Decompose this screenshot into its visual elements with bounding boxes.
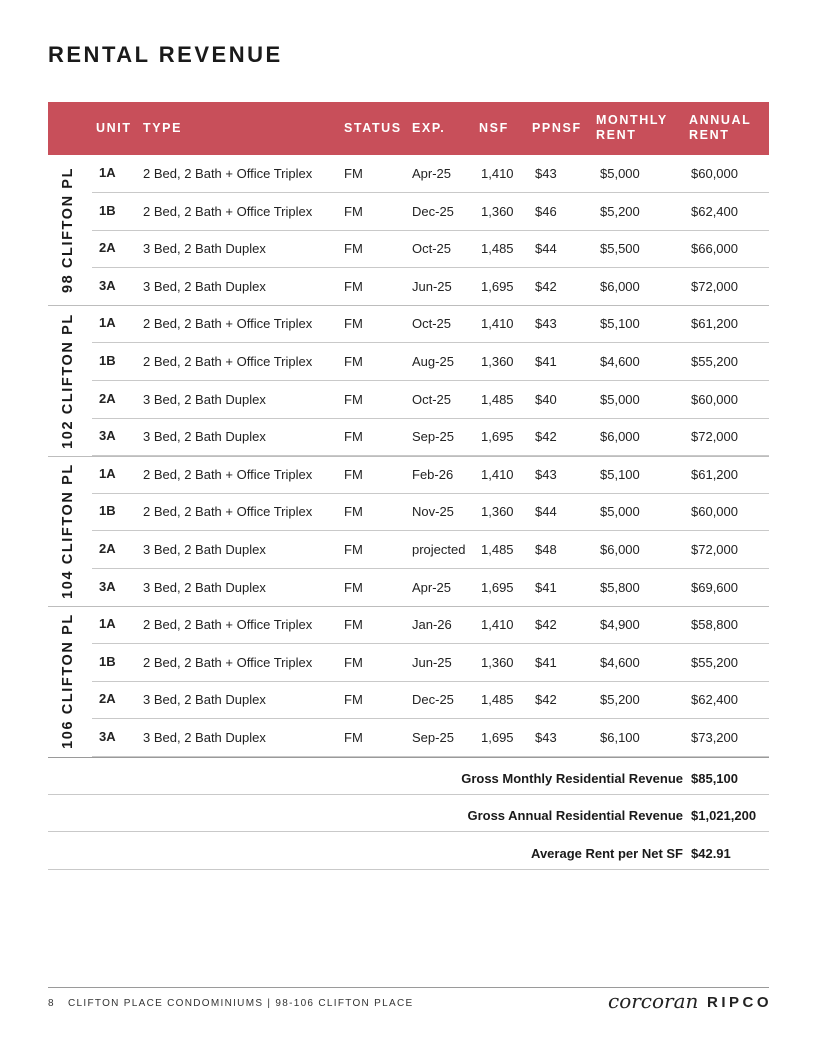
cell-ppnsf: $42 <box>535 278 557 294</box>
building-name: 104 CLIFTON PL <box>60 463 76 599</box>
cell-monthly: $6,000 <box>600 541 640 557</box>
building-group <box>48 456 769 606</box>
cell-annual: $72,000 <box>691 541 738 557</box>
page-title: RENTAL REVENUE <box>48 42 283 67</box>
building-name: 102 CLIFTON PL <box>60 312 76 449</box>
cell-monthly: $4,600 <box>600 654 640 670</box>
cell-unit: 2A <box>99 691 116 707</box>
cell-unit: 1B <box>99 202 116 218</box>
building-label <box>48 606 88 756</box>
cell-monthly: $5,200 <box>600 692 640 708</box>
cell-monthly: $5,200 <box>600 203 640 219</box>
column-header-annual-rent <box>689 113 751 143</box>
cell-nsf: 1,410 <box>481 617 514 633</box>
cell-nsf: 1,695 <box>481 729 514 745</box>
cell-ppnsf: $42 <box>535 429 557 445</box>
cell-annual: $60,000 <box>691 391 738 407</box>
cell-type: 2 Bed, 2 Bath + Office Triplex <box>143 654 313 670</box>
cell-exp: Oct-25 <box>412 241 452 257</box>
building-label <box>48 456 88 606</box>
cell-nsf: 1,410 <box>481 316 514 332</box>
cell-ppnsf: $43 <box>535 166 557 181</box>
column-header-monthly-line1: MONTHLY <box>596 113 668 127</box>
cell-type: 3 Bed, 2 Bath Duplex <box>143 692 266 708</box>
cell-unit: 1B <box>99 352 116 368</box>
cell-exp: Dec-25 <box>412 692 454 708</box>
column-header-type: TYPE <box>143 121 183 135</box>
cell-type: 2 Bed, 2 Bath + Office Triplex <box>143 166 313 181</box>
summary-label: Gross Annual Residential Revenue <box>467 808 683 824</box>
cell-type: 2 Bed, 2 Bath + Office Triplex <box>143 617 313 633</box>
cell-monthly: $6,000 <box>600 278 640 294</box>
cell-exp: Sep-25 <box>412 429 454 445</box>
column-header-exp: EXP. <box>412 121 446 135</box>
cell-unit: 2A <box>99 240 116 256</box>
cell-exp: projected <box>412 541 466 557</box>
column-header-monthly-rent <box>596 113 668 143</box>
cell-annual: $58,800 <box>691 617 738 633</box>
cell-status: FM <box>344 466 363 482</box>
cell-nsf: 1,360 <box>481 504 514 520</box>
table-row <box>92 456 769 494</box>
cell-exp: Sep-25 <box>412 729 454 745</box>
cell-status: FM <box>344 692 363 708</box>
table-row <box>92 343 769 381</box>
cell-status: FM <box>344 316 363 332</box>
cell-type: 2 Bed, 2 Bath + Office Triplex <box>143 316 313 332</box>
cell-unit: 1A <box>99 315 116 331</box>
cell-type: 3 Bed, 2 Bath Duplex <box>143 541 266 557</box>
cell-annual: $73,200 <box>691 729 738 745</box>
cell-annual: $61,200 <box>691 316 738 332</box>
cell-annual: $69,600 <box>691 579 738 595</box>
cell-unit: 1B <box>99 653 116 669</box>
column-header-status: STATUS <box>344 121 402 135</box>
summary-row <box>48 832 769 870</box>
table-row <box>92 193 769 231</box>
cell-exp: Oct-25 <box>412 391 452 407</box>
footer-divider <box>48 987 769 988</box>
cell-unit: 1B <box>99 503 116 519</box>
cell-ppnsf: $40 <box>535 391 557 407</box>
cell-annual: $55,200 <box>691 353 738 369</box>
cell-unit: 3A <box>99 578 116 594</box>
table-row <box>92 493 769 531</box>
building-group <box>48 305 769 455</box>
column-header-annual-line2: RENT <box>689 128 730 142</box>
cell-monthly: $5,500 <box>600 241 640 257</box>
cell-nsf: 1,485 <box>481 541 514 557</box>
cell-unit: 1A <box>99 465 116 481</box>
cell-annual: $62,400 <box>691 692 738 708</box>
cell-exp: Dec-25 <box>412 203 454 219</box>
cell-annual: $61,200 <box>691 466 738 482</box>
table-row <box>92 418 769 456</box>
cell-status: FM <box>344 504 363 520</box>
cell-monthly: $5,100 <box>600 466 640 482</box>
cell-monthly: $4,600 <box>600 353 640 369</box>
cell-status: FM <box>344 729 363 745</box>
cell-exp: Nov-25 <box>412 504 454 520</box>
cell-type: 3 Bed, 2 Bath Duplex <box>143 241 266 257</box>
cell-nsf: 1,410 <box>481 466 514 482</box>
cell-unit: 2A <box>99 540 116 556</box>
cell-ppnsf: $41 <box>535 654 557 670</box>
cell-monthly: $6,100 <box>600 729 640 745</box>
cell-nsf: 1,695 <box>481 429 514 445</box>
cell-ppnsf: $43 <box>535 466 557 482</box>
cell-type: 2 Bed, 2 Bath + Office Triplex <box>143 203 313 219</box>
table-row <box>92 531 769 569</box>
cell-ppnsf: $44 <box>535 504 557 520</box>
cell-monthly: $5,000 <box>600 391 640 407</box>
cell-ppnsf: $43 <box>535 316 557 332</box>
cell-monthly: $4,900 <box>600 617 640 633</box>
summary-row <box>48 757 769 795</box>
cell-nsf: 1,485 <box>481 692 514 708</box>
cell-unit: 1A <box>99 165 116 180</box>
table-row <box>92 230 769 268</box>
cell-nsf: 1,485 <box>481 241 514 257</box>
building-group <box>48 606 769 756</box>
cell-ppnsf: $41 <box>535 353 557 369</box>
table-row <box>92 155 769 193</box>
cell-exp: Jan-26 <box>412 617 452 633</box>
cell-status: FM <box>344 391 363 407</box>
column-header-monthly-line2: RENT <box>596 128 637 142</box>
table-row <box>92 606 769 644</box>
summary-label: Gross Monthly Residential Revenue <box>461 770 683 786</box>
building-name: 106 CLIFTON PL <box>60 613 76 750</box>
table-header <box>48 102 769 155</box>
cell-type: 3 Bed, 2 Bath Duplex <box>143 579 266 595</box>
footer-page-number: 8 <box>48 998 55 1009</box>
summary-label: Average Rent per Net SF <box>531 845 683 861</box>
table-row <box>92 644 769 682</box>
cell-monthly: $5,000 <box>600 166 640 181</box>
cell-annual: $72,000 <box>691 429 738 445</box>
cell-monthly: $5,100 <box>600 316 640 332</box>
cell-exp: Oct-25 <box>412 316 452 332</box>
cell-exp: Jun-25 <box>412 278 452 294</box>
cell-status: FM <box>344 429 363 445</box>
cell-annual: $55,200 <box>691 654 738 670</box>
cell-nsf: 1,695 <box>481 579 514 595</box>
building-label <box>48 155 88 305</box>
summary-value: $1,021,200 <box>691 808 757 824</box>
cell-nsf: 1,485 <box>481 391 514 407</box>
column-header-annual-line1: ANNUAL <box>689 113 752 127</box>
cell-type: 2 Bed, 2 Bath + Office Triplex <box>143 466 313 482</box>
table-row <box>92 719 769 757</box>
cell-status: FM <box>344 203 363 219</box>
column-header-unit: UNIT <box>96 121 132 135</box>
cell-annual: $60,000 <box>691 166 738 181</box>
cell-annual: $72,000 <box>691 278 738 294</box>
cell-type: 2 Bed, 2 Bath + Office Triplex <box>143 504 313 520</box>
cell-monthly: $5,800 <box>600 579 640 595</box>
cell-nsf: 1,695 <box>481 278 514 294</box>
building-group <box>48 155 769 305</box>
cell-unit: 3A <box>99 428 116 444</box>
table-row <box>92 681 769 719</box>
cell-exp: Feb-26 <box>412 466 454 482</box>
cell-ppnsf: $42 <box>535 617 557 633</box>
cell-ppnsf: $43 <box>535 729 557 745</box>
cell-monthly: $6,000 <box>600 429 640 445</box>
cell-status: FM <box>344 579 363 595</box>
table-row <box>92 569 769 607</box>
cell-type: 3 Bed, 2 Bath Duplex <box>143 429 266 445</box>
cell-monthly: $5,000 <box>600 504 640 520</box>
table-row <box>92 268 769 306</box>
cell-status: FM <box>344 541 363 557</box>
table-row <box>92 305 769 343</box>
cell-status: FM <box>344 241 363 257</box>
summary-row <box>48 794 769 832</box>
cell-status: FM <box>344 278 363 294</box>
cell-type: 2 Bed, 2 Bath + Office Triplex <box>143 353 313 369</box>
cell-nsf: 1,360 <box>481 203 514 219</box>
cell-annual: $66,000 <box>691 241 738 257</box>
table-row <box>92 381 769 419</box>
cell-status: FM <box>344 617 363 633</box>
cell-nsf: 1,360 <box>481 353 514 369</box>
cell-unit: 3A <box>99 277 116 293</box>
cell-type: 3 Bed, 2 Bath Duplex <box>143 729 266 745</box>
corcoran-logo: corcoran <box>608 989 699 1013</box>
cell-exp: Apr-25 <box>412 166 452 181</box>
cell-exp: Jun-25 <box>412 654 452 670</box>
cell-status: FM <box>344 353 363 369</box>
cell-ppnsf: $44 <box>535 241 557 257</box>
cell-unit: 1A <box>99 616 116 632</box>
cell-annual: $62,400 <box>691 203 738 219</box>
cell-ppnsf: $42 <box>535 692 557 708</box>
cell-type: 3 Bed, 2 Bath Duplex <box>143 391 266 407</box>
cell-annual: $60,000 <box>691 504 738 520</box>
cell-nsf: 1,410 <box>481 166 514 181</box>
summary-value: $42.91 <box>691 845 731 861</box>
cell-unit: 3A <box>99 728 116 744</box>
cell-ppnsf: $41 <box>535 579 557 595</box>
cell-ppnsf: $48 <box>535 541 557 557</box>
column-header-nsf: NSF <box>479 121 509 135</box>
building-name: 98 CLIFTON PL <box>60 167 77 294</box>
column-header-ppnsf: PPNSF <box>532 121 582 135</box>
cell-type: 3 Bed, 2 Bath Duplex <box>143 278 266 294</box>
cell-status: FM <box>344 166 363 181</box>
cell-nsf: 1,360 <box>481 654 514 670</box>
cell-exp: Aug-25 <box>412 353 454 369</box>
ripco-logo: RIPCO <box>707 994 773 1011</box>
cell-status: FM <box>344 654 363 670</box>
cell-exp: Apr-25 <box>412 579 452 595</box>
cell-unit: 2A <box>99 390 116 406</box>
footer-document-title: CLIFTON PLACE CONDOMINIUMS | 98-106 CLIFTON PLACE <box>68 998 414 1009</box>
building-label <box>48 305 88 455</box>
summary-value: $85,100 <box>691 770 738 786</box>
cell-ppnsf: $46 <box>535 203 557 219</box>
